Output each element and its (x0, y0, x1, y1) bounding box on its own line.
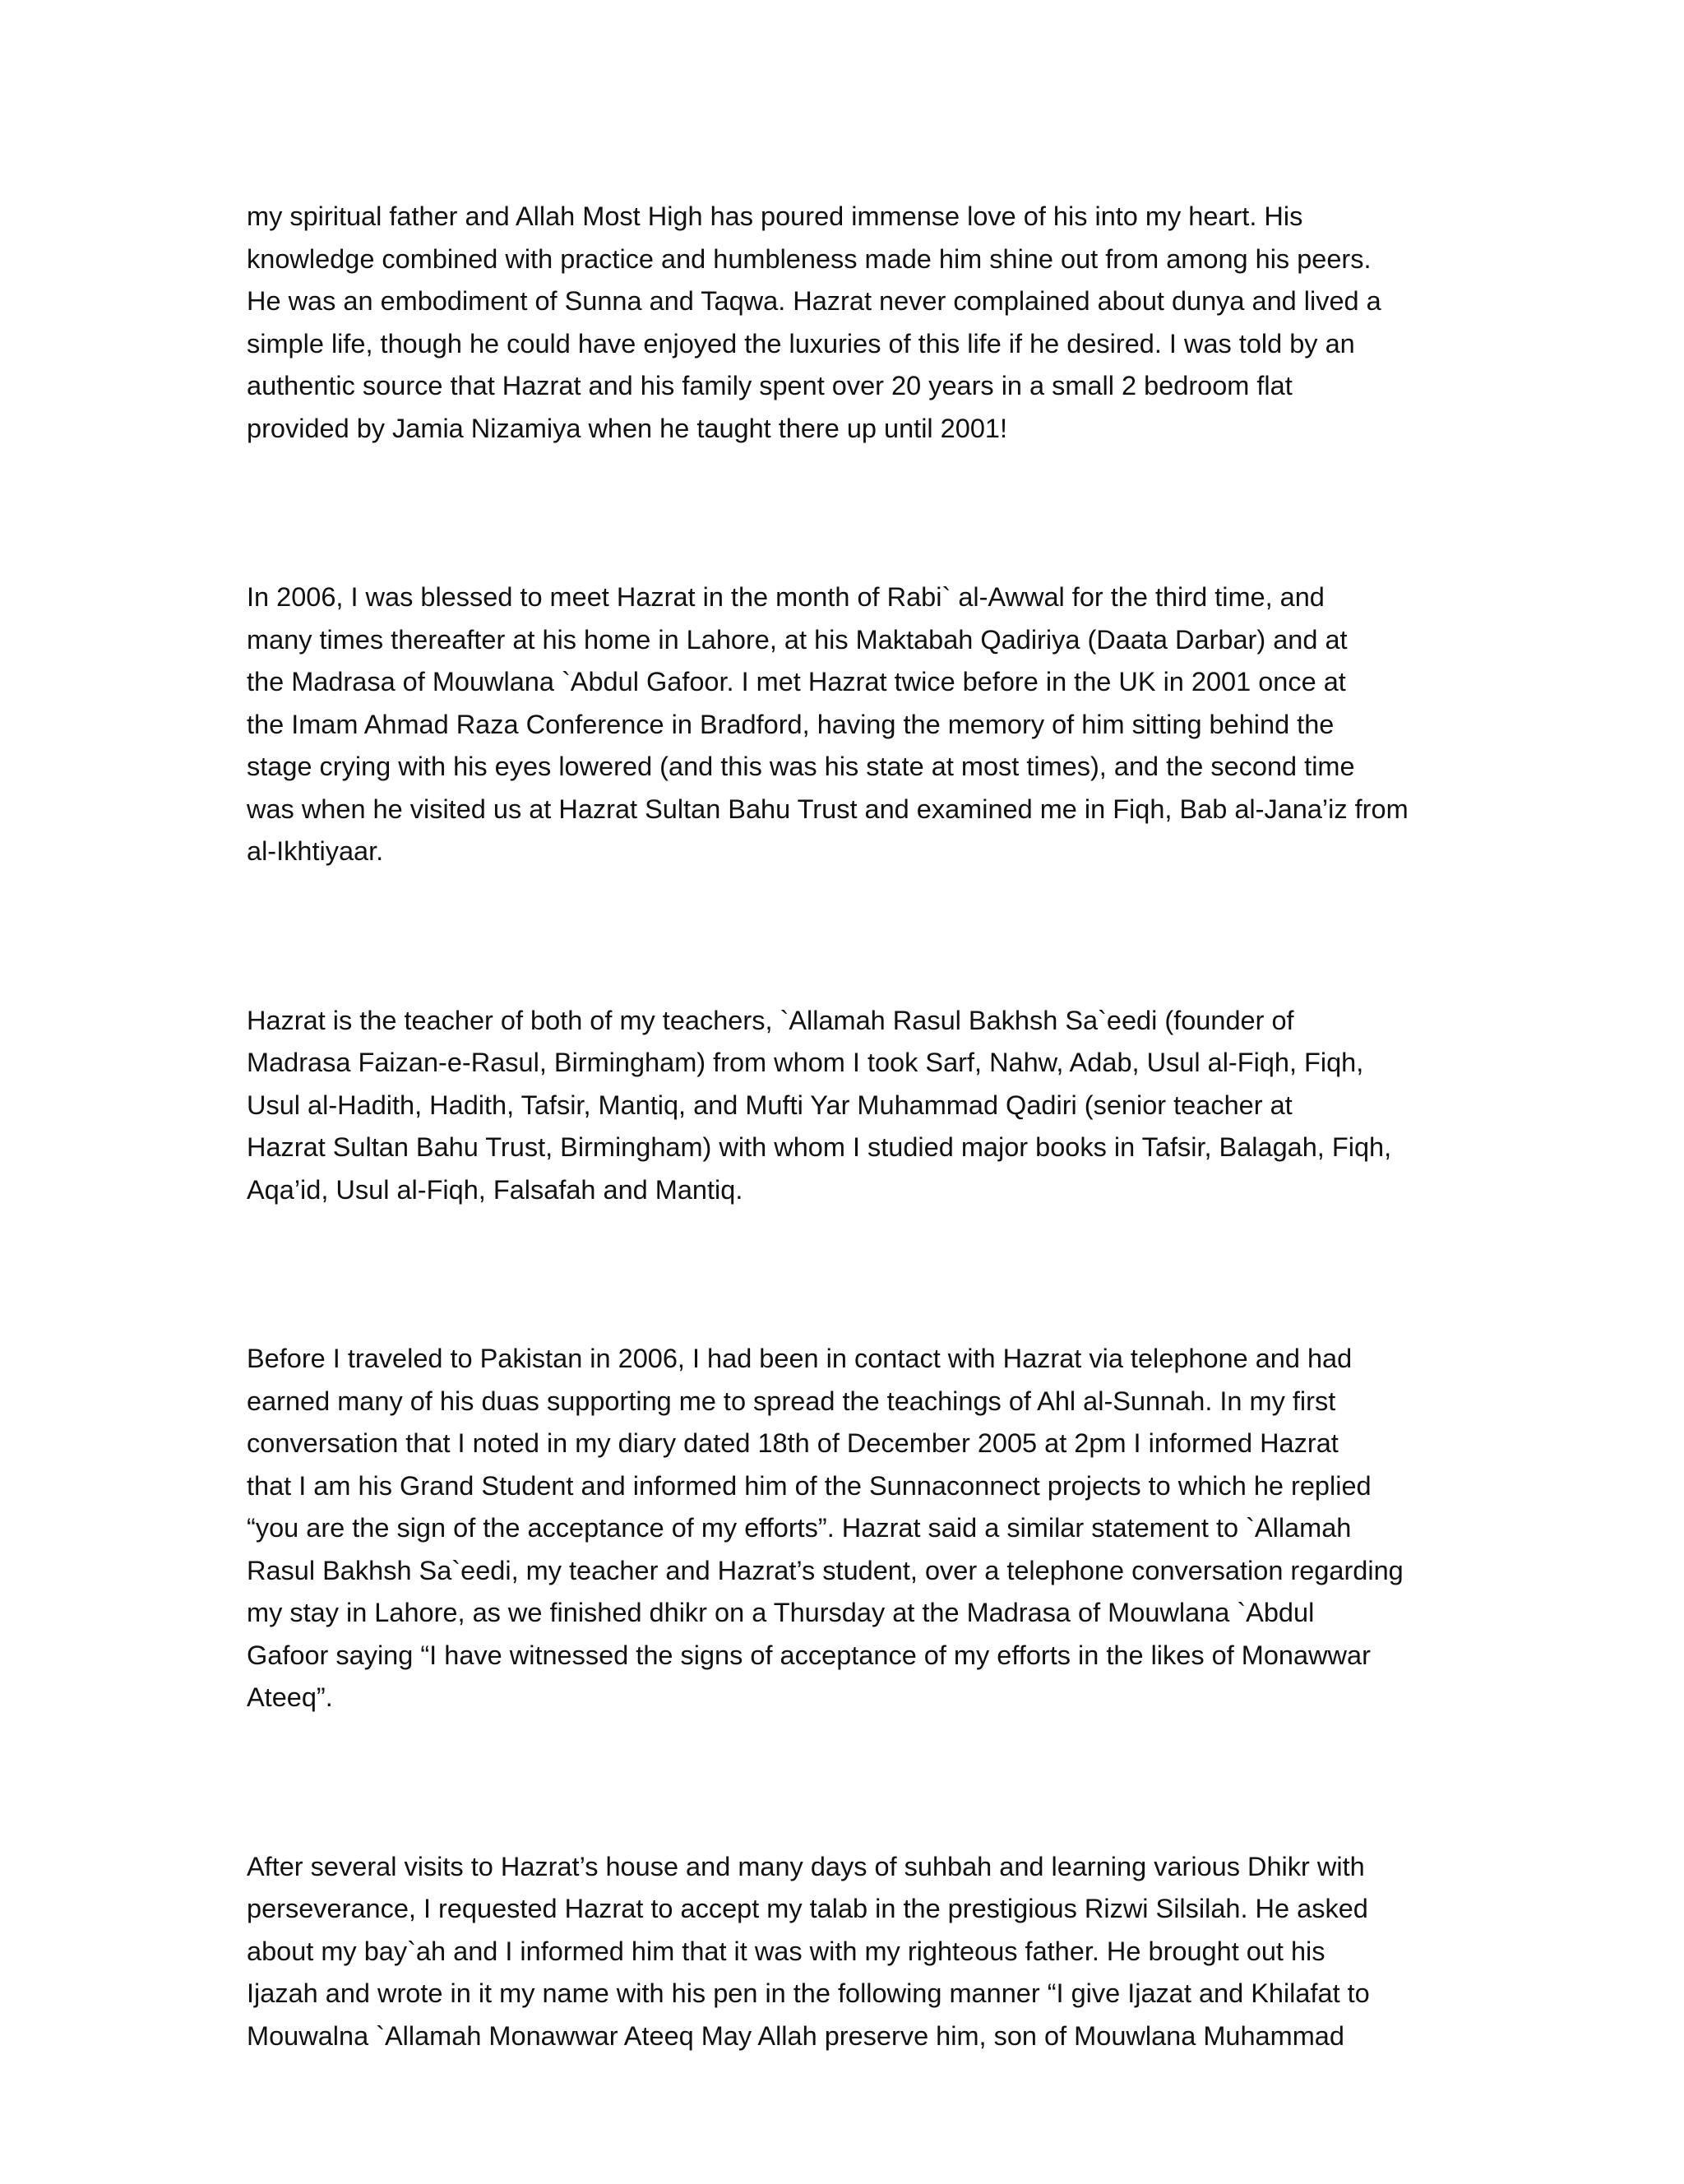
text-line: Before I traveled to Pakistan in 2006, I had been in contact with Hazrat via telephone and had (247, 1344, 1353, 1373)
text-line: “you are the sign of the acceptance of my efforts”. Hazrat said a similar statement to `Allamah (247, 1513, 1352, 1543)
text-line: After several visits to Hazrat’s house and many days of suhbah and learning various Dhikr with (247, 1851, 1365, 1881)
text-line: Rasul Bakhsh Sa`eedi, my teacher and Hazrat’s student, over a telephone conversation regarding (247, 1555, 1404, 1585)
text-line: perseverance, I requested Hazrat to accept my talab in the prestigious Rizwi Silsilah. He asked (247, 1894, 1368, 1923)
text-line: knowledge combined with practice and humbleness made him shine out from among his peers. (247, 243, 1372, 274)
text-line: earned many of his duas supporting me to spread the teachings of Ahl al-Sunnah. In my first (247, 1386, 1336, 1416)
document-page (247, 196, 1447, 2184)
text-line: He was an embodiment of Sunna and Taqwa. Hazrat never complained about dunya and lived a (247, 286, 1381, 316)
text-line: many times thereafter at his home in Lahore, at his Maktabah Qadiriya (Daata Darbar) and at (247, 624, 1348, 655)
text-line: Ijazah and wrote in it my name with his pen in the following manner “I give Ijazat and Khilafat to (247, 1978, 1370, 2008)
text-line: Gafoor saying “I have witnessed the signs of acceptance of my efforts in the likes of Monawwar (247, 1640, 1371, 1670)
text-line: Hazrat Sultan Bahu Trust, Birmingham) with whom I studied major books in Tafsir, Balagah, Fiqh, (247, 1132, 1392, 1162)
text-line: the Imam Ahmad Raza Conference in Bradford, having the memory of him sitting behind the (247, 709, 1335, 739)
text-line: stage crying with his eyes lowered (and this was his state at most times), and the second time (247, 752, 1355, 781)
paragraph-4 (247, 1338, 1447, 1719)
text-line: Aqa’id, Usul al-Fiqh, Falsafah and Mantiq. (247, 1174, 743, 1205)
text-line: Usul al-Hadith, Hadith, Tafsir, Mantiq, and Mufti Yar Muhammad Qadiri (senior teacher at (247, 1090, 1293, 1120)
text-line: Madrasa Faizan-e-Rasul, Birmingham) from whom I took Sarf, Nahw, Adab, Usul al-Fiqh, Fiqh, (247, 1048, 1364, 1077)
paragraph-3 (247, 1000, 1447, 1212)
text-line: my spiritual father and Allah Most High has poured immense love of his into my heart. His (247, 201, 1303, 231)
paragraph-1 (247, 196, 1447, 450)
text-line: al-Ikhtiyaar. (247, 836, 384, 866)
text-line: simple life, though he could have enjoyed the luxuries of this life if he desired. I was told by an (247, 328, 1355, 359)
text-line: authentic source that Hazrat and his family spent over 20 years in a small 2 bedroom flat (247, 371, 1293, 400)
text-line: the Madrasa of Mouwlana `Abdul Gafoor. I met Hazrat twice before in the UK in 2001 once at (247, 667, 1346, 696)
paragraph-5 (247, 1846, 1447, 2058)
text-line: In 2006, I was blessed to meet Hazrat in the month of Rabi` al-Awwal for the third time, and (247, 582, 1325, 612)
text-line: conversation that I noted in my diary dated 18th of December 2005 at 2pm I informed Hazrat (247, 1428, 1339, 1458)
text-line: provided by Jamia Nizamiya when he taught there up until 2001! (247, 413, 1007, 443)
text-line: about my bay`ah and I informed him that it was with my righteous father. He brought out his (247, 1936, 1325, 1966)
text-line: Hazrat is the teacher of both of my teachers, `Allamah Rasul Bakhsh Sa`eedi (founder of (247, 1005, 1294, 1035)
text-line: my stay in Lahore, as we finished dhikr on a Thursday at the Madrasa of Mouwlana `Abdul (247, 1598, 1315, 1627)
text-line: was when he visited us at Hazrat Sultan Bahu Trust and examined me in Fiqh, Bab al-Jana’iz from (247, 794, 1409, 824)
text-line: Mouwalna `Allamah Monawwar Ateeq May Allah preserve him, son of Mouwlana Muhammad (247, 2020, 1344, 2051)
paragraph-2 (247, 576, 1447, 873)
text-line: that I am his Grand Student and informed him of the Sunnaconnect projects to which he replied (247, 1470, 1372, 1501)
text-line: Ateeq”. (247, 1682, 333, 1712)
